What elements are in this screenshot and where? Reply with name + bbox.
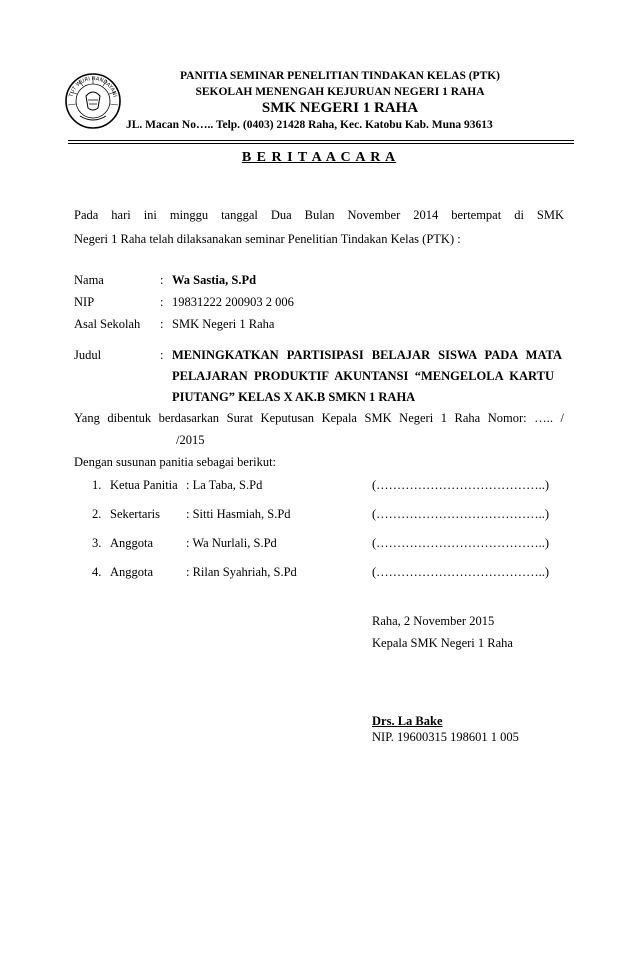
field-colon: : (160, 317, 164, 331)
document-title: B E R I T A A C A R A (241, 150, 397, 165)
committee-number: 1. (92, 478, 102, 492)
header-rule-thick (68, 140, 574, 141)
committee-role: Sekertaris (110, 507, 160, 521)
field-value-asal-sekolah: SMK Negeri 1 Raha (172, 317, 275, 331)
header-rule-thin (68, 143, 574, 144)
committee-name: : La Taba, S.Pd (186, 478, 263, 492)
signature-nip: NIP. 19600315 198601 1 005 (372, 730, 519, 744)
field-colon: : (160, 348, 164, 362)
intro-line-2: Negeri 1 Raha telah dilaksanakan seminar Penelitian Tindakan Kelas (PTK) : (74, 232, 461, 246)
judul-line-3: PIUTANG” KELAS X AK.B SMKN 1 RAHA (172, 390, 416, 404)
committee-role: Ketua Panitia (110, 478, 178, 492)
field-label-nama: Nama (74, 273, 104, 287)
signature-name: Drs. La Bake (372, 714, 443, 728)
header-school-short-name: SMK NEGERI 1 RAHA (261, 100, 419, 116)
header-school-full-name: SEKOLAH MENENGAH KEJURUAN NEGERI 1 RAHA (195, 86, 485, 98)
field-colon: : (160, 273, 164, 287)
logo-motto: TUT WURI HANDAYANI (68, 75, 118, 98)
field-label-asal-sekolah: Asal Sekolah (74, 317, 141, 331)
header-address: JL. Macan No….. Telp. (0403) 21428 Raha, Kec. Katobu Kab. Muna 93613 (126, 119, 493, 131)
judul-line-1: MENINGKATKAN PARTISIPASI BELAJAR SISWA PADA MATA (172, 348, 562, 362)
committee-intro: Dengan susunan panitia sebagai berikut: (74, 455, 277, 469)
committee-name: : Rilan Syahriah, S.Pd (186, 565, 297, 579)
header-committee-name: PANITIA SEMINAR PENELITIAN TINDAKAN KELAS (PTK) (179, 70, 501, 82)
field-label-judul: Judul (74, 348, 102, 362)
signature-position: Kepala SMK Negeri 1 Raha (372, 636, 513, 650)
committee-role: Anggota (110, 565, 154, 579)
committee-role: Anggota (110, 536, 154, 550)
committee-number: 4. (92, 565, 102, 579)
field-value-nama: Wa Sastia, S.Pd (172, 273, 257, 287)
signature-place-date: Raha, 2 November 2015 (372, 614, 495, 628)
intro-line-1: Pada hari ini minggu tanggal Dua Bulan November 2014 bertempat di SMK (74, 208, 564, 222)
field-colon: : (160, 295, 164, 309)
committee-name: : Wa Nurlali, S.Pd (186, 536, 277, 550)
committee-signature-line: (…………………………………..) (372, 478, 550, 492)
judul-line-2: PELAJARAN PRODUKTIF AKUNTANSI “MENGELOLA KARTU (172, 369, 554, 383)
committee-name: : Sitti Hasmiah, S.Pd (186, 507, 291, 521)
committee-signature-line: (…………………………………..) (372, 565, 550, 579)
committee-signature-line: (…………………………………..) (372, 536, 550, 550)
sk-line-1: Yang dibentuk berdasarkan Surat Keputusan Kepala SMK Negeri 1 Raha Nomor: ….. / (74, 411, 564, 425)
sk-line-2: /2015 (176, 433, 205, 447)
field-value-nip: 19831222 200903 2 006 (172, 295, 294, 309)
committee-number: 2. (92, 507, 102, 521)
field-label-nip: NIP (74, 295, 95, 309)
committee-number: 3. (92, 536, 102, 550)
committee-signature-line: (…………………………………..) (372, 507, 550, 521)
